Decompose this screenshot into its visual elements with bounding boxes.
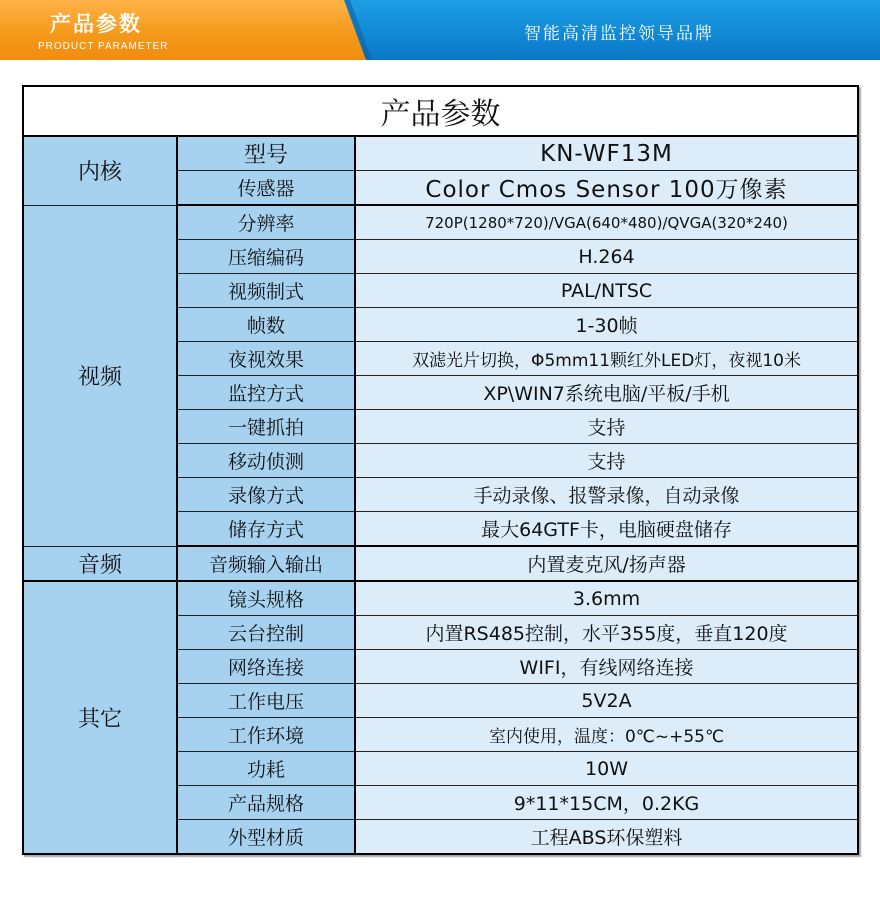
- table-row: [23, 136, 858, 171]
- param-value: 10W: [355, 752, 858, 786]
- param-name: 储存方式: [177, 512, 355, 547]
- spec-table: [22, 85, 859, 855]
- param-name: 音频输入输出: [177, 546, 355, 581]
- header-banner: [0, 0, 880, 60]
- param-value: 1-30帧: [355, 308, 858, 342]
- param-name: 外型材质: [177, 820, 355, 855]
- param-value: 最大64GTF卡，电脑硬盘储存: [355, 512, 858, 547]
- param-value: 5V2A: [355, 684, 858, 718]
- param-name: 监控方式: [177, 376, 355, 410]
- banner-slogan: 智能高清监控领导品牌: [524, 24, 714, 44]
- param-value: XP\WIN7系统电脑/平板/手机: [355, 376, 858, 410]
- param-value: KN-WF13M: [355, 136, 858, 171]
- param-value: 室内使用，温度：0℃~+55℃: [355, 718, 858, 752]
- param-value: 9*11*15CM，0.2KG: [355, 786, 858, 820]
- param-name: 功耗: [177, 752, 355, 786]
- param-value: Color Cmos Sensor 100万像素: [355, 171, 858, 206]
- param-value: 内置RS485控制，水平355度，垂直120度: [355, 616, 858, 650]
- param-name: 一键抓拍: [177, 410, 355, 444]
- param-name: 产品规格: [177, 786, 355, 820]
- param-value: 双滤光片切换，Φ5mm11颗红外LED灯，夜视10米: [355, 342, 858, 376]
- category-other: 其它: [23, 581, 177, 854]
- category-audio: 音频: [23, 546, 177, 581]
- param-name: 工作环境: [177, 718, 355, 752]
- banner-subtitle: PRODUCT PARAMETER: [38, 41, 169, 52]
- param-name: 型号: [177, 136, 355, 171]
- param-name: 录像方式: [177, 478, 355, 512]
- param-name: 视频制式: [177, 274, 355, 308]
- param-value: PAL/NTSC: [355, 274, 858, 308]
- param-value: 手动录像、报警录像，自动录像: [355, 478, 858, 512]
- param-value: 支持: [355, 410, 858, 444]
- param-name: 移动侦测: [177, 444, 355, 478]
- table-title-row: [23, 86, 858, 136]
- table-row: [23, 581, 858, 616]
- param-name: 帧数: [177, 308, 355, 342]
- param-value: 工程ABS环保塑料: [355, 820, 858, 855]
- param-name: 传感器: [177, 171, 355, 206]
- table-row: [23, 546, 858, 581]
- param-name: 云台控制: [177, 616, 355, 650]
- param-value: 3.6mm: [355, 581, 858, 616]
- category-core: 内核: [23, 136, 177, 205]
- param-name: 工作电压: [177, 684, 355, 718]
- param-name: 夜视效果: [177, 342, 355, 376]
- category-video: 视频: [23, 205, 177, 546]
- param-value: 720P(1280*720)/VGA(640*480)/QVGA(320*240): [355, 205, 858, 240]
- table-row: [23, 205, 858, 240]
- param-name: 网络连接: [177, 650, 355, 684]
- banner-title: 产品参数: [50, 12, 142, 36]
- table-title: 产品参数: [23, 86, 858, 136]
- param-value: 内置麦克风/扬声器: [355, 546, 858, 581]
- param-value: H.264: [355, 240, 858, 274]
- param-value: WIFI，有线网络连接: [355, 650, 858, 684]
- param-name: 分辨率: [177, 205, 355, 240]
- param-name: 镜头规格: [177, 581, 355, 616]
- param-value: 支持: [355, 444, 858, 478]
- param-name: 压缩编码: [177, 240, 355, 274]
